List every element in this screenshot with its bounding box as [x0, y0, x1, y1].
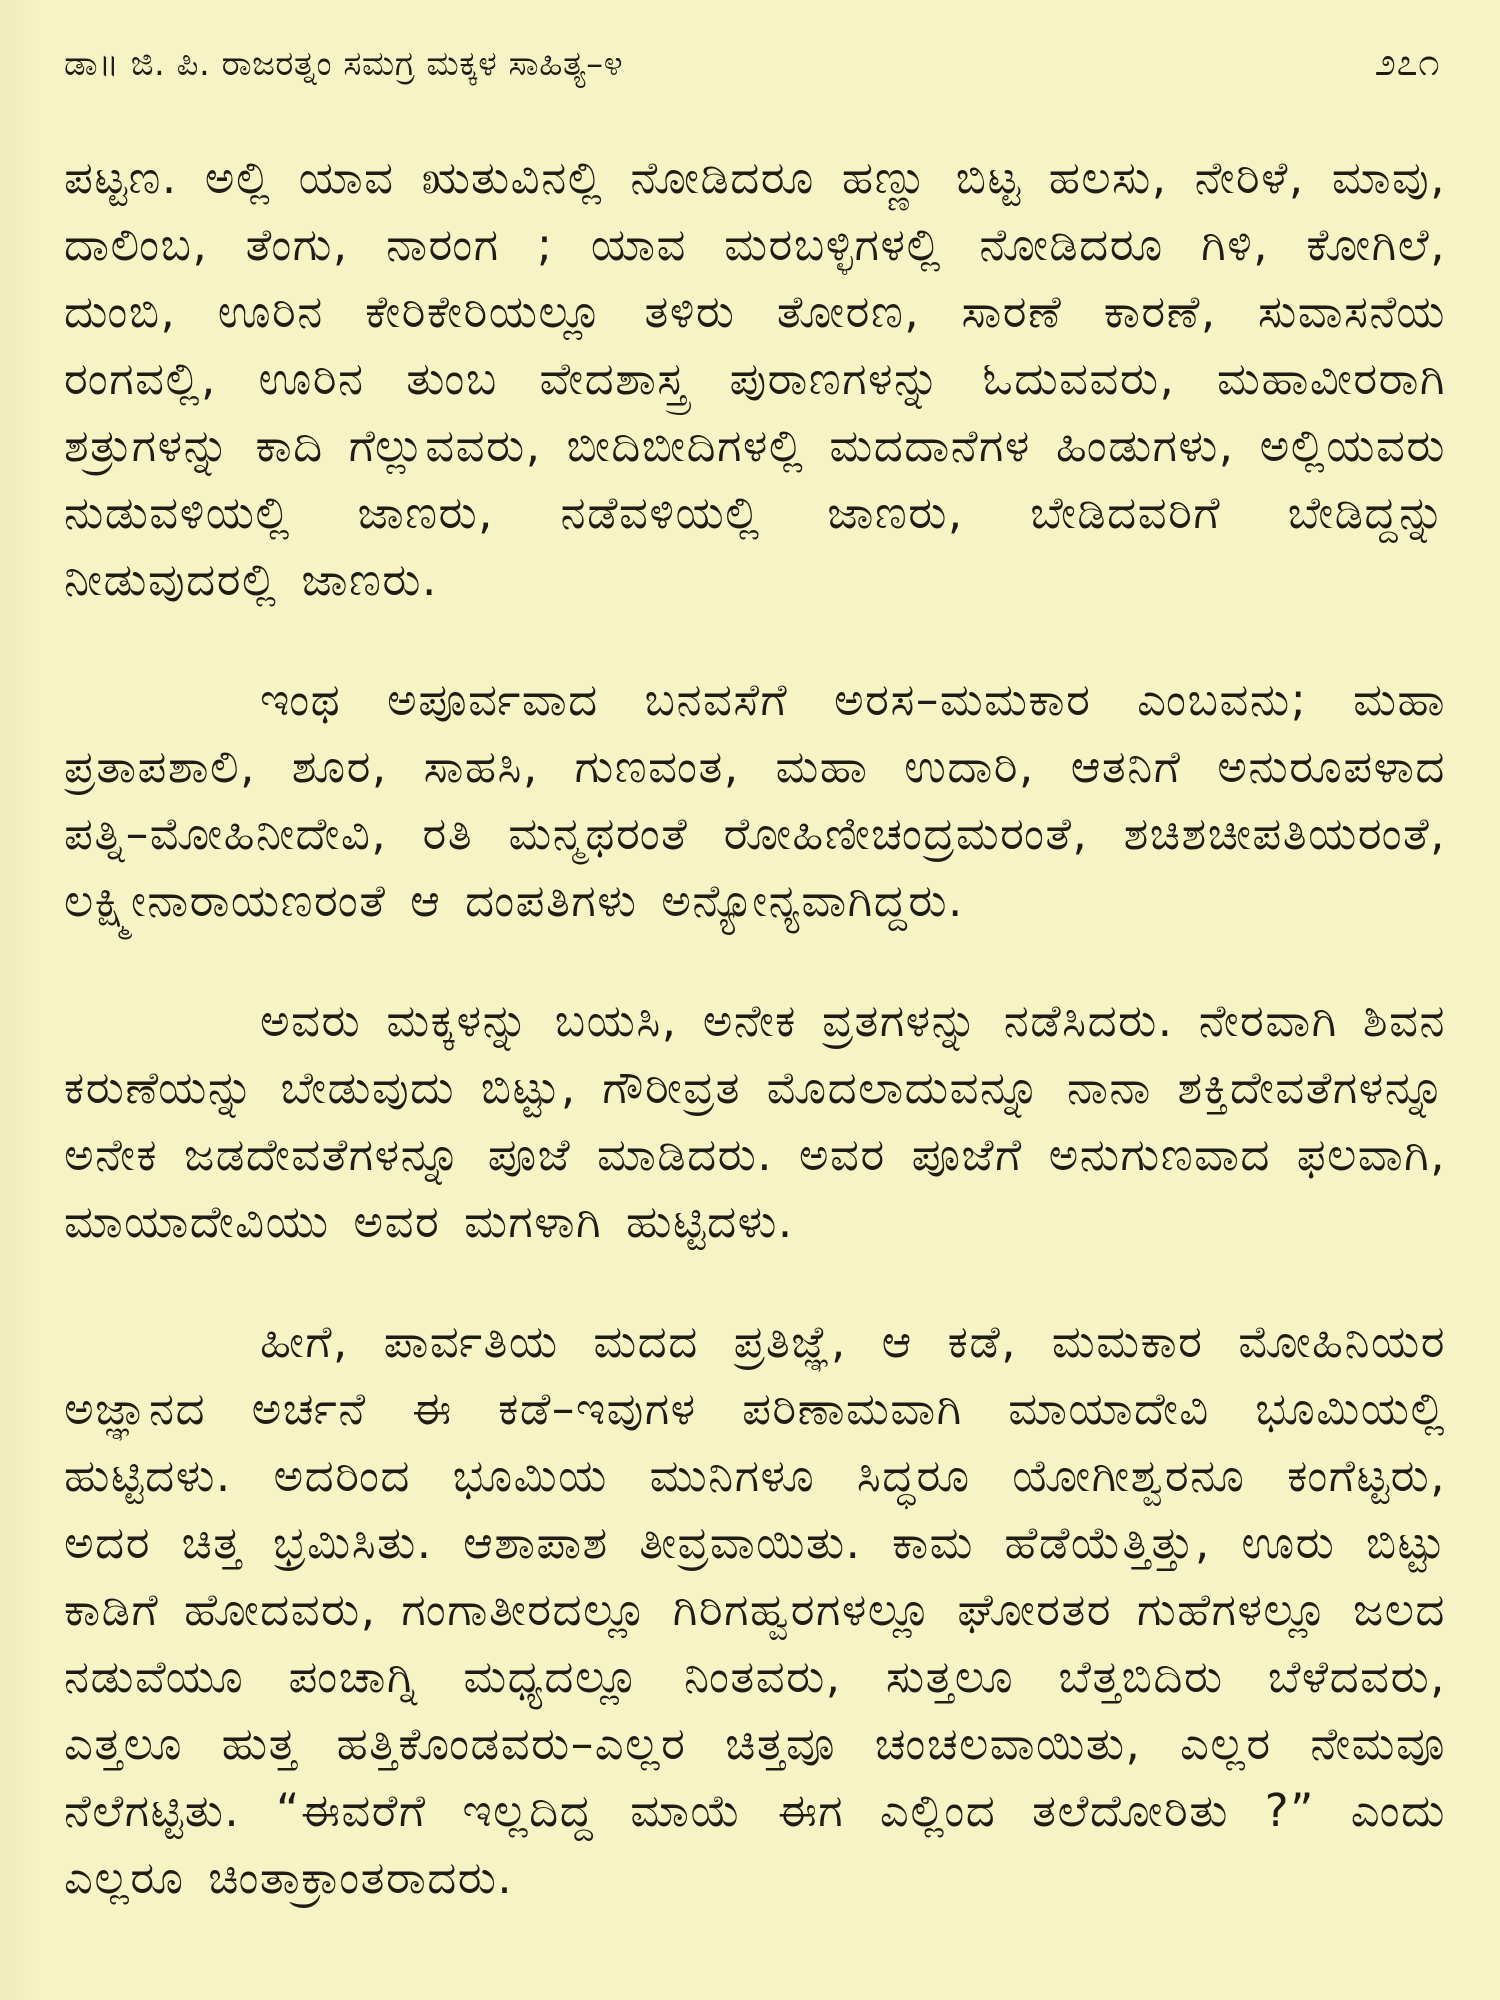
paragraph-4: ಹೀಗೆ, ಪಾರ್ವತಿಯ ಮದದ ಪ್ರತಿಜ್ಞೆ, ಆ ಕಡೆ, ಮಮಕಾರ ಮೋಹಿನಿಯರ ಅಜ್ಞಾನದ ಅರ್ಚನೆ ಈ ಕಡೆ–ಇವುಗಳ ಪರಿಣಾಮವಾಗಿ ಮಾಯಾದೇವಿ ಭೂಮಿಯಲ್ಲಿ ಹುಟ್ಟಿದಳು. ಅದರಿಂದ ಭೂಮಿಯ ಮುನಿಗಳೂ ಸಿದ್ಧರೂ ಯೋಗೀಶ್ವರನೂ ಕಂಗೆಟ್ಟರು, ಅದರ ಚಿತ್ತ ಭ್ರಮಿಸಿತು. ಆಶಾಪಾಶ ತೀವ್ರವಾಯಿತು. ಕಾಮ ಹೆಡೆಯೆತ್ತಿತ್ತು, ಊರು ಬಿಟ್ಟು ಕಾಡಿಗೆ ಹೋದವರು, ಗಂಗಾತೀರದಲ್ಲೂ ಗಿರಿಗಹ್ವರಗಳಲ್ಲೂ ಘೋರತರ ಗುಹೆಗಳಲ್ಲೂ ಜಲದ ನಡುವೆಯೂ ಪಂಚಾಗ್ನಿ ಮಧ್ಯದಲ್ಲೂ ನಿಂತವರು, ಸುತ್ತಲೂ ಬೆತ್ತಬಿದಿರು ಬೆಳೆದವರು, ಎತ್ತಲೂ ಹುತ್ತ ಹತ್ತಿಕೊಂಡವರು–ಎಲ್ಲರ ಚಿತ್ತವೂ ಚಂಚಲವಾಯಿತು, ಎಲ್ಲರ ನೇಮವೂ ನೆಲೆಗಟ್ಟಿತು. “ಈವರೆಗೆ ಇಲ್ಲದಿದ್ದ ಮಾಯೆ ಈಗ ಎಲ್ಲಿಂದ ತಲೆದೋರಿತು ?” ಎಂದು ಎಲ್ಲರೂ ಚಿಂತಾಕ್ರಾಂತರಾದರು.: [64, 1315, 1446, 1904]
page-header: [64, 40, 1446, 100]
paragraph-1: ಪಟ್ಟಣ. ಅಲ್ಲಿ ಯಾವ ಋತುವಿನಲ್ಲಿ ನೋಡಿದರೂ ಹಣ್ಣು ಬಿಟ್ಟ ಹಲಸು, ನೇರಿಳೆ, ಮಾವು, ದಾಲಿಂಬ, ತೆಂಗು, ನಾರಂಗ ; ಯಾವ ಮರಬಳ್ಳಿಗಳಲ್ಲಿ ನೋಡಿದರೂ ಗಿಳಿ, ಕೋಗಿಲೆ, ದುಂಬಿ, ಊರಿನ ಕೇರಿಕೇರಿಯಲ್ಲೂ ತಳಿರು ತೋರಣ, ಸಾರಣೆ ಕಾರಣೆ, ಸುವಾಸನೆಯ ರಂಗವಲ್ಲಿ, ಊರಿನ ತುಂಬ ವೇದಶಾಸ್ತ್ರ ಪುರಾಣಗಳನ್ನು ಓದುವವರು, ಮಹಾವೀರರಾಗಿ ಶತ್ರುಗಳನ್ನು ಕಾದಿ ಗೆಲ್ಲುವವರು, ಬೀದಿಬೀದಿಗಳಲ್ಲಿ ಮದದಾನೆಗಳ ಹಿಂಡುಗಳು, ಅಲ್ಲಿಯವರು ನುಡುವಳಿಯಲ್ಲಿ ಜಾಣರು, ನಡೆವಳಿಯಲ್ಲಿ ಜಾಣರು, ಬೇಡಿದವರಿಗೆ ಬೇಡಿದ್ದನ್ನು ನೀಡುವುದರಲ್ಲಿ ಜಾಣರು.: [64, 151, 1446, 606]
running-title: ಡಾ॥ ಜಿ. ಪಿ. ರಾಜರತ್ನಂ ಸಮಗ್ರ ಮಕ್ಕಳ ಸಾಹಿತ್ಯ–೪: [64, 44, 624, 84]
paragraph-3: ಅವರು ಮಕ್ಕಳನ್ನು ಬಯಸಿ, ಅನೇಕ ವ್ರತಗಳನ್ನು ನಡೆಸಿದರು. ನೇರವಾಗಿ ಶಿವನ ಕರುಣೆಯನ್ನು ಬೇಡುವುದು ಬಿಟ್ಟು, ಗೌರೀವ್ರತ ಮೊದಲಾದುವನ್ನೂ ನಾನಾ ಶಕ್ತಿದೇವತೆಗಳನ್ನೂ ಅನೇಕ ಜಡದೇವತೆಗಳನ್ನೂ ಪೂಜೆ ಮಾಡಿದರು. ಅವರ ಪೂಜೆಗೆ ಅನುಗುಣವಾದ ಫಲವಾಗಿ, ಮಾಯಾದೇವಿಯು ಅವರ ಮಗಳಾಗಿ ಹುಟ್ಟಿದಳು.: [64, 994, 1446, 1248]
page-body: [64, 144, 1446, 1911]
paragraph-2: ಇಂಥ ಅಪೂರ್ವವಾದ ಬನವಸೆಗೆ ಅರಸ–ಮಮಕಾರ ಎಂಬವನು; ಮಹಾ ಪ್ರತಾಪಶಾಲಿ, ಶೂರ, ಸಾಹಸಿ, ಗುಣವಂತ, ಮಹಾ ಉದಾರಿ, ಆತನಿಗೆ ಅನುರೂಪಳಾದ ಪತ್ನಿ–ಮೋಹಿನೀದೇವಿ, ರತಿ ಮನ್ಮಥರಂತೆ ರೋಹಿಣೀಚಂದ್ರಮರಂತೆ, ಶಚಿಶಚೀಪತಿಯರಂತೆ, ಲಕ್ಷ್ಮೀನಾರಾಯಣರಂತೆ ಆ ದಂಪತಿಗಳು ಅನ್ಯೋನ್ಯವಾಗಿದ್ದರು.: [64, 673, 1446, 927]
page-number: ೨೭೧: [1374, 40, 1440, 84]
